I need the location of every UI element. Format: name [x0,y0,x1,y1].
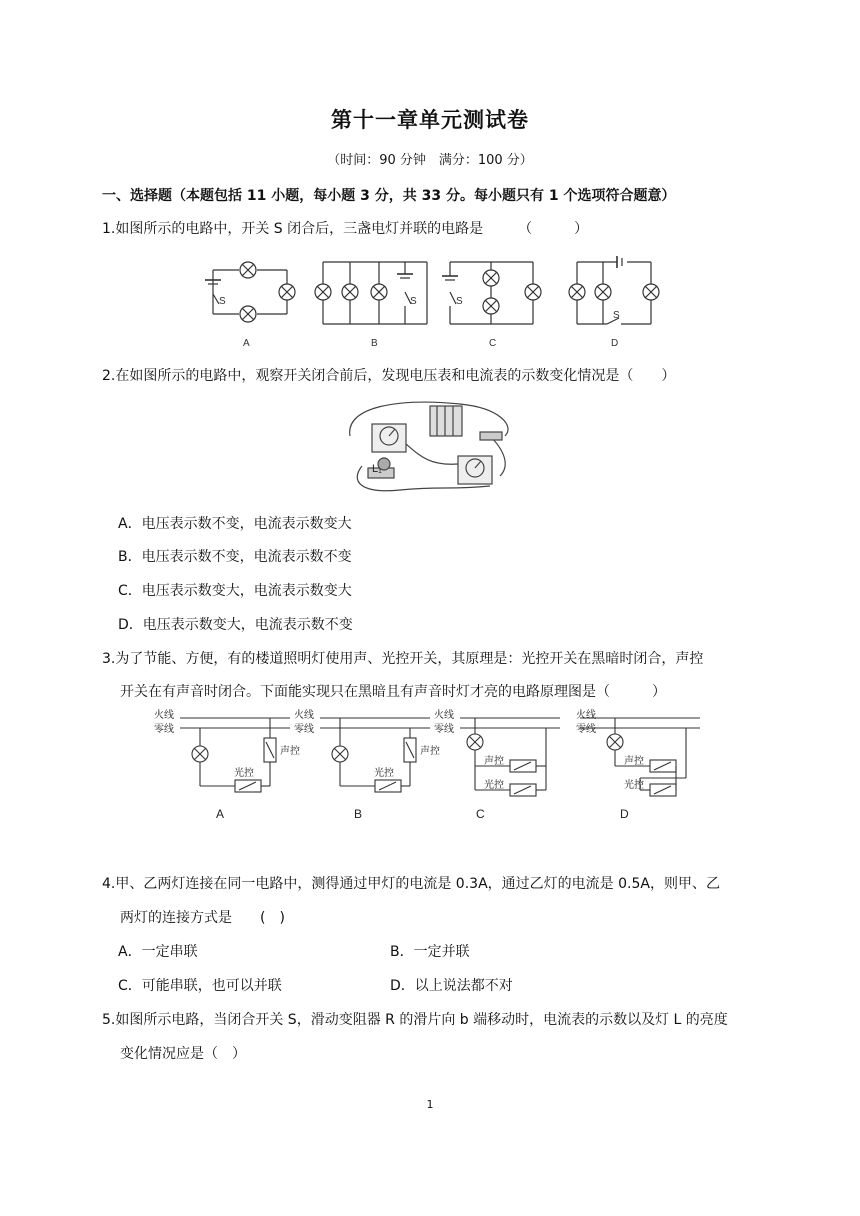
fig3d-sound: 声控 [624,756,644,767]
question-4-option-d: D．以上说法都不对 [390,978,513,994]
question-2-option-a: A．电压表示数不变，电流表示数变大 [118,516,352,532]
question-4-option-a: A．一定串联 [118,944,198,960]
fig3a-light: 光控 [234,768,254,779]
fig3d-neutral: 零线 [576,724,596,735]
question-5-stem-line1: 5.如图所示电路，当闭合开关 S，滑动变阻器 R 的滑片向 b 端移动时，电流表的示数以及灯 L 的亮度 [102,1012,728,1028]
section-heading: 一、选择题（本题包括 11 小题，每小题 3 分，共 33 分。每小题只有 1 个选项符合题意） [102,188,676,204]
circuit-a [205,262,295,322]
circuit-b [315,262,427,324]
fig3a-live: 火线 [154,710,174,721]
fig3b-live: 火线 [294,710,314,721]
figure-label-b: B [371,338,378,349]
fig3d-live: 火线 [576,710,596,721]
fig3d-light: 光控 [624,780,644,791]
question-1-stem: 1.如图所示的电路中，开关 S 闭合后，三盏电灯并联的电路是 （ ） [102,221,589,237]
question-5-stem-line2: 变化情况应是（ ） [120,1046,246,1062]
question-2-option-b: B．电压表示数不变，电流表示数不变 [118,549,352,565]
figure-label-c: C [489,338,497,349]
switch-label-b: S [410,296,417,307]
fig3b-sound: 声控 [420,746,440,757]
question-2-option-d: D．电压表示数变大，电流表示数不变 [118,617,353,633]
fig3b-neutral: 零线 [294,724,314,735]
fig3c-sound: 声控 [484,756,504,767]
question-4-stem-line2: 两灯的连接方式是 ( ) [120,910,285,926]
switch-label-a: S [219,296,226,307]
question-3-figure [150,706,710,826]
fig3a-neutral: 零线 [154,724,174,735]
fig3-label-b: B [354,807,363,821]
fig3a-sound: 声控 [280,746,300,757]
question-1-figure [195,248,665,352]
fig3c-light: 光控 [484,780,504,791]
question-3-stem-line1: 3.为了节能、方便，有的楼道照明灯使用声、光控开关，其原理是：光控开关在黑暗时闭合，声控 [102,651,704,667]
question-2-stem: 2.在如图所示的电路中，观察开关闭合前后，发现电压表和电流表的示数变化情况是（ ） [102,368,676,384]
fig3-label-c: C [476,807,485,821]
fig3-label-d: D [620,807,629,821]
page-subtitle: （时间：90 分钟 满分：100 分） [327,153,533,168]
switch-label-d: S [613,310,620,321]
question-4-option-c: C．可能串联，也可以并联 [118,978,282,994]
circuit-c [442,262,541,324]
figure-label-a: A [243,338,250,349]
question-4-option-b: B．一定并联 [390,944,470,960]
figure-label-d: D [611,338,619,349]
question-4-stem-line1: 4.甲、乙两灯连接在同一电路中，测得通过甲灯的电流是 0.3A，通过乙灯的电流是 0.5A，则甲、乙 [102,876,720,892]
fig3c-neutral: 零线 [434,724,454,735]
fig3b-light: 光控 [374,768,394,779]
page-number: 1 [426,1098,434,1111]
question-2-figure [340,396,520,496]
fig3c-live: 火线 [434,710,454,721]
question-3-stem-line2: 开关在有声音时闭合。下面能实现只在黑暗且有声音时灯才亮的电路原理图是（ ） [120,684,666,700]
fig3-label-a: A [216,807,225,821]
switch-label-c: S [456,296,463,307]
question-2-option-c: C．电压表示数变大，电流表示数变大 [118,583,352,599]
page-title: 第十一章单元测试卷 [331,108,529,132]
lamp-label-l1: L₁ [372,463,382,475]
